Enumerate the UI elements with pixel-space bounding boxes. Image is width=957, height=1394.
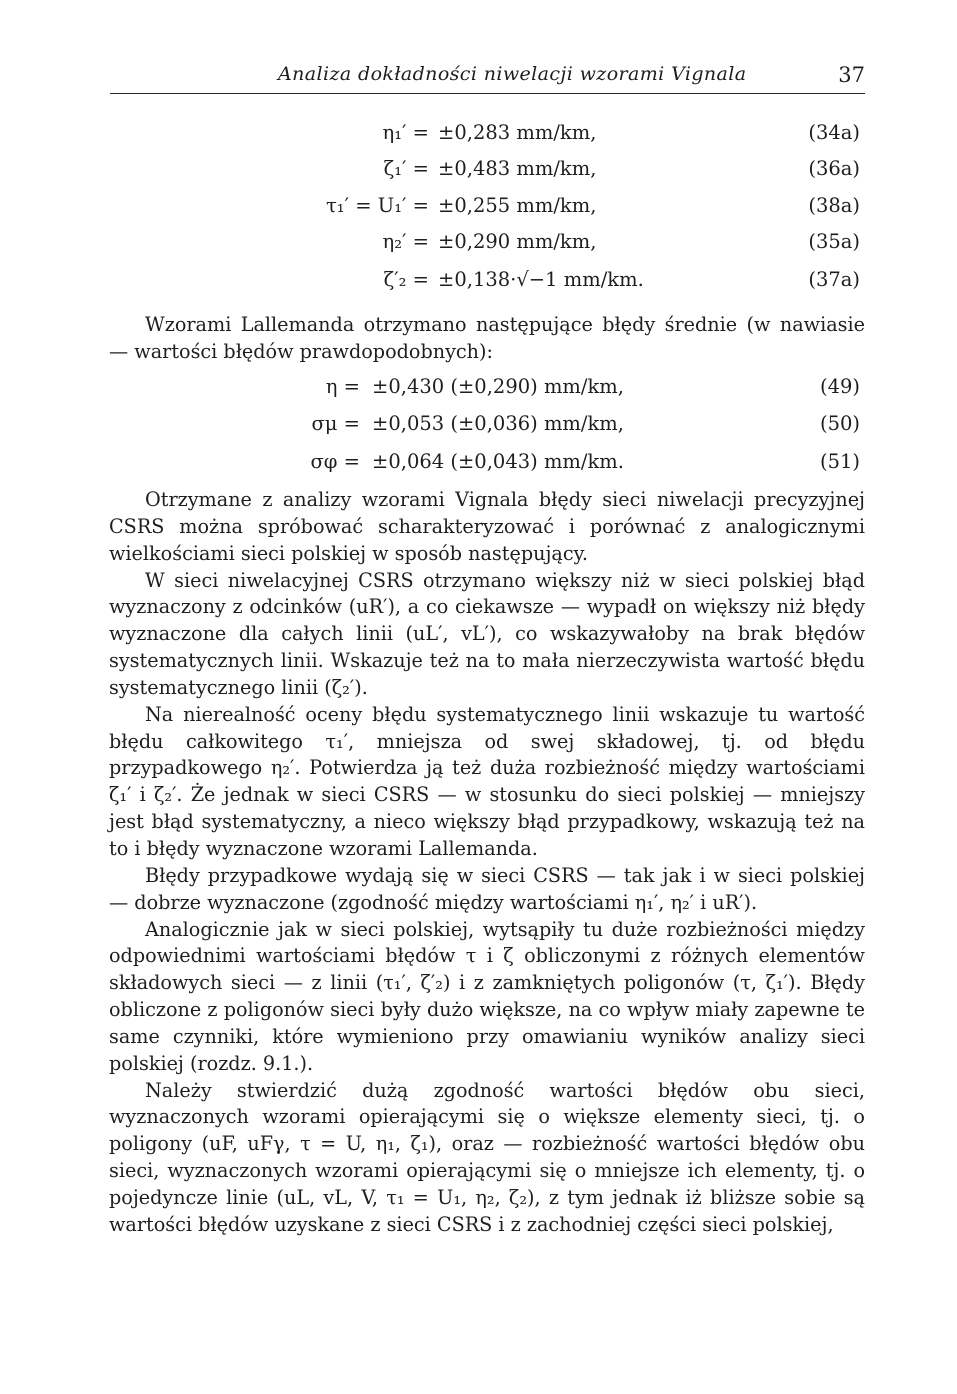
equation-lhs: τ₁′ = U₁′ = [326, 194, 429, 217]
equation-lhs: ζ′₂ = [383, 268, 429, 291]
equation-number: (35a) [808, 230, 860, 253]
equation-row [0, 230, 957, 260]
equation-row [0, 450, 957, 480]
equation-lhs: η₁′ = [382, 121, 429, 144]
equation-rhs: ±0,283 mm/km, [438, 121, 597, 144]
equation-number: (50) [819, 412, 860, 435]
paragraph-lallemand-intro [109, 312, 865, 366]
equation-row [0, 157, 957, 187]
paragraph: Błędy przypadkowe wydają się w sieci CSRS — tak jak i w sieci polskiej — dobrze wyznaczone (zgodność między wartościami η₁′, η₂′ i uR′). [109, 863, 865, 914]
equation-lhs: η₂′ = [382, 230, 429, 253]
running-title: Analiza dokładności niwelacji wzorami Vignala [278, 63, 747, 85]
equation-rhs: ±0,255 mm/km, [438, 194, 597, 217]
equation-rhs: ±0,483 mm/km, [438, 157, 597, 180]
paragraph: Otrzymane z analizy wzorami Vignala błędy sieci niwelacji precyzyjnej CSRS można spróbować scharakteryzować i porównać z analogicznymi wielkościami sieci polskiej w sposób następujący. [109, 488, 865, 565]
paragraph: Analogicznie jak w sieci polskiej, wytsąpiły tu duże rozbieżności między odpowiednimi wartościami błędów τ i ζ obliczonymi z różnych elementów składowych sieci — z linii (τ₁′, ζ′₂) i z zamkniętych poligonów (τ, ζ₁′). Błędy obliczone z poligonów sieci były dużo większe, na co wpływ miały zapewne te same czynniki, które wymieniono przy omawianiu wyników analizy sieci polskiej (rozdz. 9.1.). [109, 917, 865, 1075]
equation-number: (49) [819, 375, 860, 398]
equation-rhs: ±0,290 mm/km, [438, 230, 597, 253]
equation-rhs: ±0,053 (±0,036) mm/km, [372, 412, 624, 435]
equation-lhs: ζ₁′ = [383, 157, 429, 180]
running-header [110, 63, 865, 94]
equation-lhs: σμ = [311, 412, 360, 435]
equation-lhs: η = [325, 375, 360, 398]
equation-row [0, 375, 957, 405]
equation-row [0, 194, 957, 224]
equation-rhs: ±0,138·√−1 mm/km. [438, 268, 644, 291]
paragraph: Należy stwierdzić dużą zgodność wartości błędów obu sieci, wyznaczonych wzorami opierającymi się o większe elementy sieci, tj. o poligony (uF, uFγ, τ = U, η₁, ζ₁), oraz — rozbieżność wartości błędów obu sieci, wyznaczonych wzorami opierającymi się o mniejsze ich elementy, tj. o pojedyncze linie (uL, vL, V, τ₁ = U₁, η₂, ζ₂), z tym jednak iż bliższe sobie są wartości błędów uzyskane z sieci CSRS i z zachodniej części sieci polskiej, [109, 1078, 865, 1236]
paragraph: W sieci niwelacyjnej CSRS otrzymano większy niż w sieci polskiej błąd wyznaczony z odcinków (uR′), a co ciekawsze — wypadł on większy niż błędy wyznaczone dla całych linii (uL′, vL′), co wskazywałoby na brak błędów systematycznych linii. Wskazuje też na to mała nierzeczywista wartość błędu systematycznego linii (ζ₂′). [109, 568, 865, 699]
equation-number: (51) [819, 450, 860, 473]
equation-rhs: ±0,430 (±0,290) mm/km, [372, 375, 624, 398]
paragraph: Na nierealność oceny błędu systematycznego linii wskazuje tu wartość błędu całkowitego τ₁′, mniejsza od swej składowej, tj. od błędu przypadkowego η₂′. Potwierdza ją też duża rozbieżność między wartościami ζ₁′ i ζ₂′. Że jednak w sieci CSRS — w stosunku do sieci polskiej — mniejszy jest błąd systematyczny, a nieco większy błąd przypadkowy, wskazują też na to i błędy wyznaczone wzorami Lallemanda. [109, 702, 865, 860]
equation-row [0, 121, 957, 151]
equation-number: (34a) [808, 121, 860, 144]
paragraph: Wzorami Lallemanda otrzymano następujące błędy średnie (w nawiasie — wartości błędów prawdopodobnych): [109, 313, 865, 363]
equation-row [0, 412, 957, 442]
equation-number: (38a) [808, 194, 860, 217]
equation-rhs: ±0,064 (±0,043) mm/km. [372, 450, 624, 473]
equation-number: (37a) [808, 268, 860, 291]
body-text [109, 487, 865, 1239]
equation-lhs: σφ = [310, 450, 360, 473]
page-number: 37 [838, 63, 865, 87]
equation-number: (36a) [808, 157, 860, 180]
equation-row [0, 268, 957, 298]
